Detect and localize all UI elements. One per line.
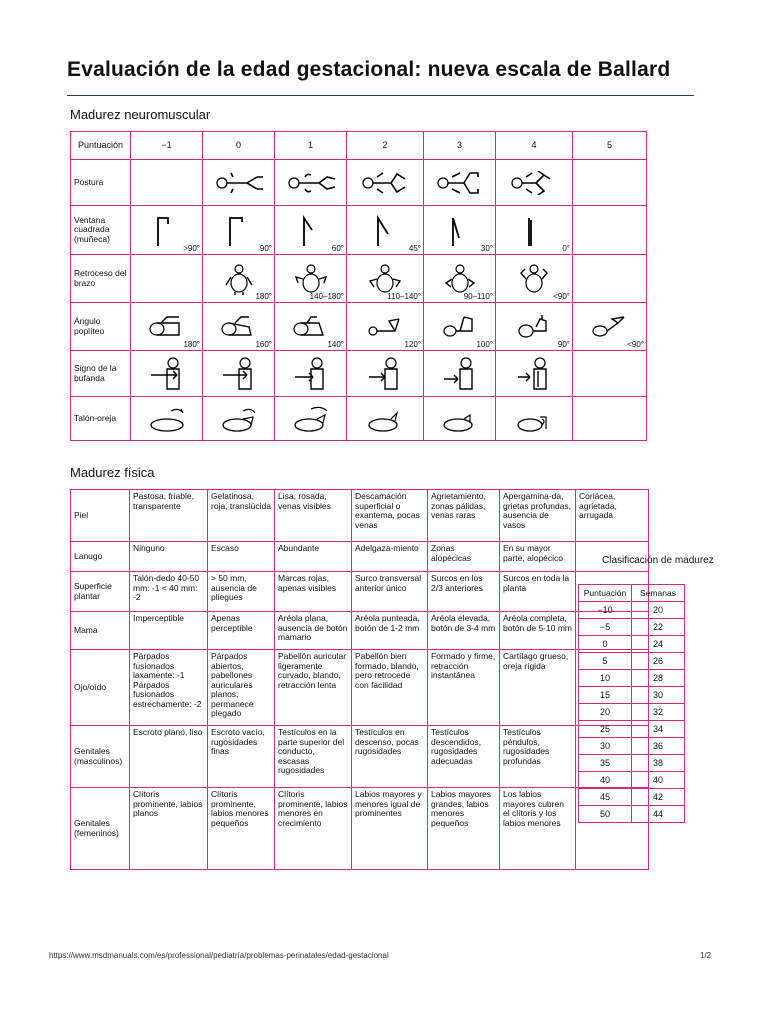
neuro-cell [131,160,203,206]
phys-cell: Labios mayores y menores igual de prominentes [352,788,428,870]
phys-cell: Clítoris prominente, labios menores en crecimiento [275,788,352,870]
maneuver-figure [134,405,199,433]
score-header: 1 [275,132,347,160]
maneuver-figure [576,315,643,339]
phys-cell: Abundante [275,542,352,572]
classification-row [579,704,685,721]
angle-label: 140° [327,339,344,349]
classification-cell: 44 [632,806,685,823]
neuro-cell [275,351,347,397]
phys-cell: Surcos en toda la planta [500,572,576,612]
classification-row [579,670,685,687]
angle-label: 100° [476,339,493,349]
table-row [71,788,649,870]
phys-cell: Marcas rojas, apenas visibles [275,572,352,612]
neuro-section-title: Madurez neuromuscular [70,107,211,122]
neuro-cell [203,206,275,255]
score-header: 5 [573,132,647,160]
neuro-cell [275,206,347,255]
neuro-cell [496,351,573,397]
maneuver-figure [499,315,569,339]
maneuver-figure [134,315,199,339]
phys-cell: Clítoris prominente, labios planos [130,788,208,870]
neuro-cell [424,255,496,303]
phys-cell: Párpados abiertos, pabellones auriculares planos, permanece plegado [208,650,275,726]
phys-cell: Apenas perceptible [208,612,275,650]
phys-cell: Formado y firme, retracción instantánea [428,650,500,726]
maneuver-figure [278,405,343,433]
phys-cell: Labios mayores grandes, labios menores pequeños [428,788,500,870]
phys-cell: Coriácea, agrietada, arrugada [576,490,649,542]
score-header: 2 [347,132,424,160]
maneuver-figure [278,357,343,391]
angle-label: 90° [557,339,570,349]
angle-label: 110–140° [387,291,421,301]
score-header: 0 [203,132,275,160]
phys-cell: Los labios mayores cubren el clítoris y los labios menores [500,788,576,870]
angle-label: <90° [553,291,570,301]
maneuver-figure [350,405,420,433]
classification-cell: 25 [579,721,632,738]
neuro-cell [424,397,496,441]
neuro-row-label: Talón-oreja [71,397,131,441]
classification-cell: 26 [632,653,685,670]
neuromuscular-table [70,131,647,441]
angle-label: 90–110° [463,291,493,301]
phys-cell: Descamación superficial o exantema, pocas venas [352,490,428,542]
neuro-cell [131,255,203,303]
neuro-cell [347,351,424,397]
maneuver-figure [134,357,199,391]
classification-row [579,789,685,806]
maneuver-figure [206,263,271,295]
neuro-cell [203,397,275,441]
phys-row-label: Lanugo [71,542,130,572]
neuro-row-label: Ángulo poplíteo [71,303,131,351]
angle-label: >90° [183,243,200,253]
neuro-cell [424,303,496,351]
phys-cell: Aréola plana, ausencia de botón mamario [275,612,352,650]
classification-row [579,653,685,670]
neuro-cell [496,303,573,351]
angle-label: 140–180° [309,291,344,301]
classification-row [579,721,685,738]
neuro-cell [347,160,424,206]
neuro-cell [573,206,647,255]
maneuver-figure [278,315,343,339]
classification-cell: 5 [579,653,632,670]
neuro-cell [203,160,275,206]
angle-label: 30° [480,243,493,253]
phys-row-label: Mama [71,612,130,650]
maneuver-figure [278,263,343,295]
phys-row-label: Superficie plantar [71,572,130,612]
classification-cell: 20 [632,602,685,619]
phys-cell: Pabellón auricular ligeramente curvado, blando, retracción lenta [275,650,352,726]
classification-cell: 38 [632,755,685,772]
neuro-cell [424,206,496,255]
classification-cell: −10 [579,602,632,619]
classification-row [579,619,685,636]
footer-url: https://www.msdmanuals.com/es/professional/pediatría/problemas-perinatales/edad-gestacional [49,951,389,960]
classification-cell: 40 [632,772,685,789]
phys-cell: Escroto plano, liso [130,726,208,788]
maneuver-figure [427,263,492,295]
neuro-cell [131,397,203,441]
neuro-cell [131,351,203,397]
angle-label: 60° [331,243,344,253]
classification-cell: 20 [579,704,632,721]
phys-cell: Aréola elevada, botón de 3-4 mm [428,612,500,650]
classification-cell: 40 [579,772,632,789]
neuro-cell [573,160,647,206]
page-title: Evaluación de la edad gestacional: nueva escala de Ballard [67,58,671,81]
neuro-row-label: Ventana cuadrada (muñeca) [71,206,131,255]
phys-cell: Testículos péndulos, rugosidades profundas [500,726,576,788]
classification-cell: 35 [579,755,632,772]
phys-cell: Surcos en los 2/3 anteriores [428,572,500,612]
neuro-cell [347,255,424,303]
maneuver-figure [350,357,420,391]
maneuver-figure [499,212,569,248]
neuro-cell [275,397,347,441]
neuro-cell [131,303,203,351]
neuro-cell [203,303,275,351]
classification-cell: 24 [632,636,685,653]
phys-cell: Pabellón bien formado, blando, pero retrocede con facilidad [352,650,428,726]
phys-cell: Surco transversal anterior único [352,572,428,612]
phys-cell: Escaso [208,542,275,572]
classification-header-row [579,585,685,602]
neuro-cell [347,206,424,255]
neuro-row-label: Retroceso del brazo [71,255,131,303]
neuro-cell [496,255,573,303]
neuro-cell [573,397,647,441]
phys-cell: Ninguno [130,542,208,572]
maneuver-figure [499,171,569,195]
classification-row [579,687,685,704]
phys-cell: Escroto vacío, rugosidades finas [208,726,275,788]
classification-cell: −5 [579,619,632,636]
maneuver-figure [499,405,569,433]
classification-row [579,636,685,653]
phys-cell: Talón-dedo 40-50 mm: -1 < 40 mm: -2 [130,572,208,612]
phys-cell: Testículos en la parte superior del conducto, escasas rugosidades [275,726,352,788]
neuro-row-label: Signo de la bufanda [71,351,131,397]
score-header: −1 [131,132,203,160]
physical-section-title: Madurez física [70,465,155,480]
classification-cell: 15 [579,687,632,704]
phys-cell: Apergamina-da, grietas profundas, ausencia de vasos [500,490,576,542]
neuro-cell [203,351,275,397]
maneuver-figure [206,405,271,433]
classification-row [579,772,685,789]
maneuver-figure [206,315,271,339]
phys-cell: Zonas alopécicas [428,542,500,572]
phys-cell: Agrietamiento, zonas pálidas, venas raras [428,490,500,542]
classification-row [579,602,685,619]
table-row [71,542,649,572]
phys-row-label: Ojo/oído [71,650,130,726]
neuro-cell [275,303,347,351]
classification-cell: 10 [579,670,632,687]
phys-cell: Cartílago grueso, oreja rígida [500,650,576,726]
neuro-cell [496,160,573,206]
classification-cell: 22 [632,619,685,636]
phys-cell: Aréola completa, botón de 5-10 mm [500,612,576,650]
table-row [71,726,649,788]
phys-cell: Clítoris prominente, labios menores pequeños [208,788,275,870]
phys-cell: Aréola punteada, botón de 1-2 mm [352,612,428,650]
score-header: 4 [496,132,573,160]
neuro-cell [347,303,424,351]
phys-cell: Gelatinosa, roja, translúcida [208,490,275,542]
classification-cell: 30 [579,738,632,755]
phys-cell: En su mayor parte, alopécico [500,542,576,572]
phys-cell: Imperceptible [130,612,208,650]
phys-cell: > 50 mm, ausencia de pliegues [208,572,275,612]
maneuver-figure [278,171,343,195]
maneuver-figure [427,315,492,339]
classification-title: Clasificación de madurez [602,555,714,566]
maneuver-figure [206,171,271,195]
phys-row-label: Genitales (masculinos) [71,726,130,788]
neuro-cell [573,255,647,303]
neuro-cell [131,206,203,255]
classification-row [579,738,685,755]
phys-cell: Testículos descendidos, rugosidades adecuadas [428,726,500,788]
classification-cell: 45 [579,789,632,806]
phys-row-label: Piel [71,490,130,542]
neuro-row-label: Postura [71,160,131,206]
neuro-cell [424,160,496,206]
classification-header: Semanas [632,585,685,602]
title-rule [67,95,694,96]
maneuver-figure [350,171,420,195]
maneuver-figure [427,171,492,195]
neuro-cell [496,397,573,441]
maneuver-figure [427,357,492,391]
neuro-cell [275,255,347,303]
maneuver-figure [427,405,492,433]
neuro-cell [203,255,275,303]
neuro-cell [424,351,496,397]
maneuver-figure [499,263,569,295]
table-row [71,612,649,650]
maneuver-figure [206,357,271,391]
table-row [71,490,649,542]
classification-cell: 30 [632,687,685,704]
classification-cell: 0 [579,636,632,653]
angle-label: 45° [408,243,421,253]
neuro-cell [496,206,573,255]
neuro-cell [573,351,647,397]
classification-table [578,584,685,823]
classification-row [579,806,685,823]
score-header: 3 [424,132,496,160]
classification-cell: 32 [632,704,685,721]
angle-label: 90° [259,243,272,253]
phys-cell: Pastosa, friable, transparente [130,490,208,542]
physical-table [70,489,649,870]
maneuver-figure [499,357,569,391]
classification-cell: 42 [632,789,685,806]
score-header-label: Puntuación [71,132,131,160]
phys-cell: Adelgaza-miento [352,542,428,572]
classification-row [579,755,685,772]
phys-cell: Párpados fusionados laxamente: -1 Párpados fusionados estrechamente: -2 [130,650,208,726]
angle-label: 180° [255,291,272,301]
classification-cell: 36 [632,738,685,755]
maneuver-figure [350,263,420,295]
classification-header: Puntuación [579,585,632,602]
angle-label: <90° [627,339,644,349]
neuro-cell [573,303,647,351]
neuro-cell [347,397,424,441]
classification-cell: 34 [632,721,685,738]
angle-label: 0° [562,243,570,253]
phys-cell: Lisa, rosada, venas visibles [275,490,352,542]
classification-cell: 28 [632,670,685,687]
page-number: 1/2 [700,951,712,960]
angle-label: 180° [183,339,200,349]
maneuver-figure [350,315,420,339]
neuro-cell [275,160,347,206]
table-row [71,572,649,612]
phys-row-label: Genitales (femeninos) [71,788,130,870]
angle-label: 120° [404,339,421,349]
classification-cell: 50 [579,806,632,823]
angle-label: 160° [255,339,272,349]
table-row [71,650,649,726]
phys-cell: Testículos en descenso, pocas rugosidades [352,726,428,788]
